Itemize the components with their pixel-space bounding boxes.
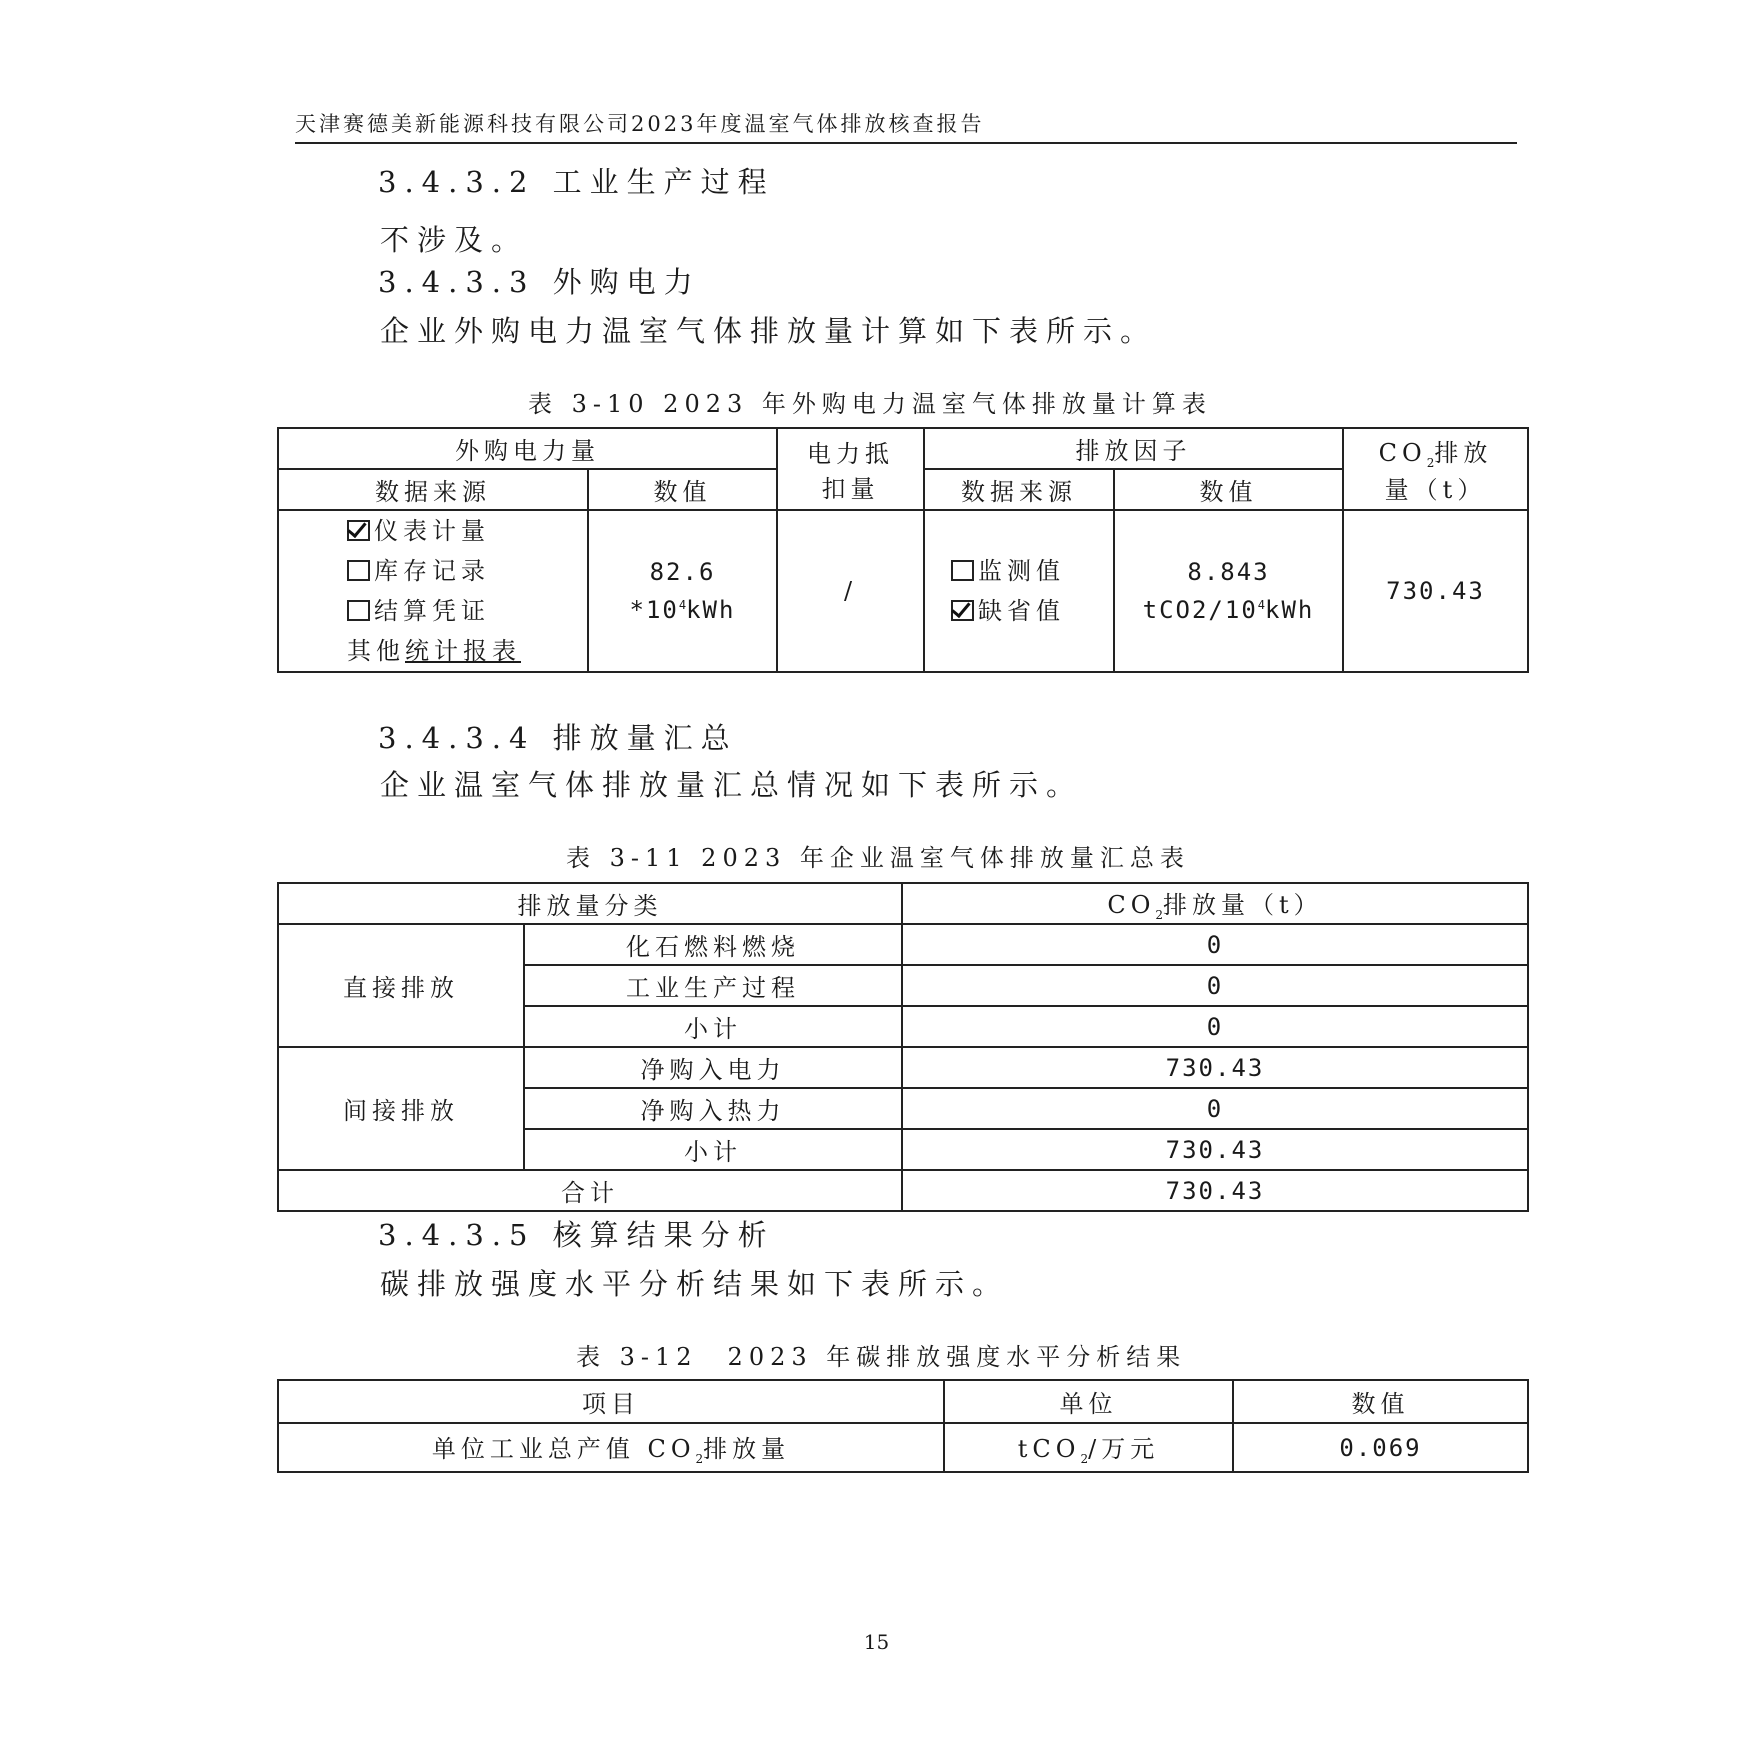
option-other-prefix: 其他	[347, 637, 405, 665]
section-text-3433: 企业外购电力温室气体排放量计算如下表所示。	[380, 314, 1158, 348]
section-text-3434: 企业温室气体排放量汇总情况如下表所示。	[380, 768, 1084, 802]
page-header-title: 天津赛德美新能源科技有限公司2023年度温室气体排放核查报告	[295, 112, 985, 136]
header-offset	[777, 428, 924, 510]
total-value: 730.43	[902, 1170, 1528, 1211]
table-3-10	[277, 427, 1529, 673]
row-label: 净购入热力	[524, 1088, 902, 1129]
unit-tco2-per-10k-yuan: tCO$_2$/万元	[944, 1423, 1233, 1472]
row-value: 0	[902, 924, 1528, 965]
factor-value-cell	[1114, 510, 1343, 672]
co2-emission-value: 730.43	[1343, 510, 1528, 672]
row-value: 0	[902, 1006, 1528, 1047]
row-value: 730.43	[902, 1129, 1528, 1170]
option-default-value[interactable]	[951, 591, 1113, 631]
table-3-12	[277, 1379, 1529, 1473]
option-other-underlined: 统计报表	[405, 637, 521, 665]
header-emission-factor: 排放因子	[924, 428, 1343, 469]
table-3-12-caption: 表 3-12 2023 年碳排放强度水平分析结果	[576, 1343, 1187, 1371]
checkbox-unchecked-icon	[347, 560, 370, 581]
checkbox-checked-icon	[347, 520, 370, 541]
header-item: 项目	[278, 1380, 944, 1423]
offset-value: /	[777, 510, 924, 672]
intensity-value: 0.069	[1233, 1423, 1528, 1472]
checkbox-unchecked-icon	[951, 560, 974, 581]
header-value: 数值	[588, 469, 777, 510]
header-unit: 单位	[944, 1380, 1233, 1423]
table-3-10-caption: 表 3-10 2023 年外购电力温室气体排放量计算表	[528, 390, 1212, 418]
header-rule	[295, 142, 1517, 144]
option-label: 缺省值	[978, 597, 1065, 625]
header-co2-emission	[1343, 428, 1528, 510]
section-heading-3434: 3.4.3.4 排放量汇总	[378, 721, 738, 755]
indirect-emission-label: 间接排放	[278, 1047, 524, 1170]
option-inventory-record[interactable]	[347, 551, 587, 591]
option-settlement-voucher[interactable]	[347, 591, 587, 631]
section-heading-3435: 3.4.3.5 核算结果分析	[378, 1218, 775, 1252]
page-number: 15	[863, 1630, 890, 1654]
header-co2-text: CO	[1378, 439, 1427, 468]
option-label: 仪表计量	[374, 517, 490, 545]
option-label: 库存记录	[374, 557, 490, 585]
option-monitored-value[interactable]	[951, 551, 1113, 591]
row-label: 小计	[524, 1006, 902, 1047]
section-text-3435: 碳排放强度水平分析结果如下表所示。	[380, 1267, 1010, 1301]
factor-source-options	[924, 510, 1114, 672]
checkbox-checked-icon	[951, 600, 974, 621]
row-label: 净购入电力	[524, 1047, 902, 1088]
header-value: 数值	[1233, 1380, 1528, 1423]
data-source-options	[278, 510, 588, 672]
header-data-source: 数据来源	[278, 469, 588, 510]
checkbox-unchecked-icon	[347, 600, 370, 621]
header-emission-category: 排放量分类	[278, 883, 902, 924]
header-factor-data-source: 数据来源	[924, 469, 1114, 510]
total-label: 合计	[278, 1170, 902, 1211]
header-offset-line2: 扣量	[821, 475, 880, 503]
table-3-11	[277, 882, 1529, 1212]
row-value: 730.43	[902, 1047, 1528, 1088]
table-3-11-caption: 表 3-11 2023 年企业温室气体排放量汇总表	[566, 844, 1190, 872]
header-co2-subscript: 2	[1426, 455, 1435, 470]
option-other	[347, 631, 587, 671]
purchased-value-cell	[588, 510, 777, 672]
header-co2-emission-t: $CO_2$排放量（t）	[902, 883, 1528, 924]
direct-emission-label: 直接排放	[278, 924, 524, 1047]
row-label: 工业生产过程	[524, 965, 902, 1006]
option-label: 监测值	[978, 557, 1065, 585]
section-heading-3433: 3.4.3.3 外购电力	[378, 265, 701, 299]
section-heading-3432: 3.4.3.2 工业生产过程	[378, 165, 775, 199]
purchased-value: 82.6	[649, 558, 716, 586]
purchased-unit: $*10^4kWh$	[629, 596, 736, 624]
row-value: 0	[902, 965, 1528, 1006]
row-label: 小计	[524, 1129, 902, 1170]
row-value: 0	[902, 1088, 1528, 1129]
option-label: 结算凭证	[374, 597, 490, 625]
option-meter-reading[interactable]	[347, 511, 587, 551]
header-co2-unit: 量（t）	[1384, 475, 1487, 504]
factor-value: 8.843	[1187, 558, 1270, 586]
row-label: 化石燃料燃烧	[524, 924, 902, 965]
header-factor-value: 数值	[1114, 469, 1343, 510]
header-offset-line1: 电力抵	[807, 440, 894, 468]
item-co2-per-output: 单位工业总产值 $CO_2$排放量	[278, 1423, 944, 1472]
section-text-3432: 不涉及。	[380, 223, 529, 257]
header-co2-emission-word: 排放	[1434, 439, 1493, 468]
header-purchased-electricity: 外购电力量	[278, 428, 777, 469]
factor-unit: $tCO2/10^4kWh$	[1142, 596, 1315, 624]
